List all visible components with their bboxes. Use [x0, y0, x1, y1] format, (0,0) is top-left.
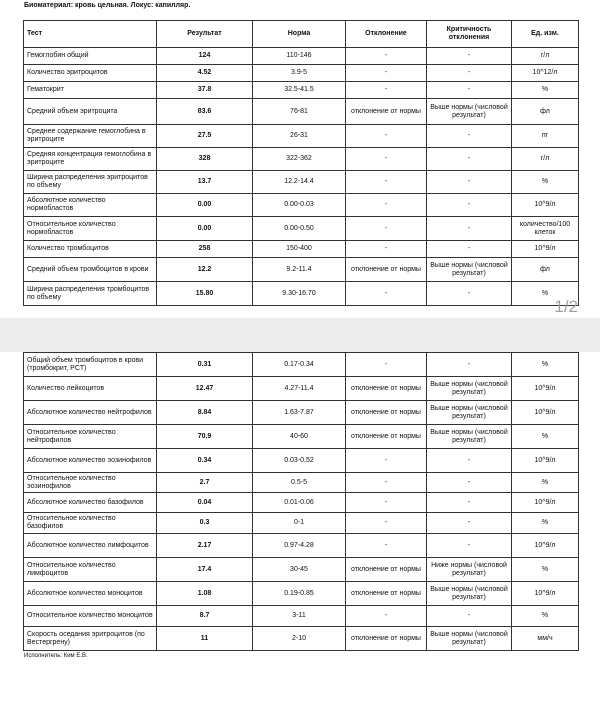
norm-cell: 0-1: [253, 513, 346, 534]
test-name-cell: Средний объем тромбоцитов в крови: [24, 258, 157, 282]
criticality-cell: Выше нормы (числовой результат): [427, 627, 512, 651]
deviation-cell: -: [346, 217, 427, 241]
criticality-cell: -: [427, 194, 512, 217]
result-cell: 13.7: [157, 171, 253, 194]
norm-cell: 26-31: [253, 125, 346, 148]
criticality-cell: -: [427, 534, 512, 558]
test-name-cell: Средняя концентрация гемоглобина в эритроците: [24, 148, 157, 171]
norm-cell: 150-400: [253, 241, 346, 258]
test-name-cell: Относительное количество эозинофилов: [24, 473, 157, 493]
norm-cell: 76-81: [253, 99, 346, 125]
criticality-cell: Выше нормы (числовой результат): [427, 425, 512, 449]
deviation-cell: -: [346, 606, 427, 627]
unit-cell: 10^9/л: [512, 449, 579, 473]
test-name-cell: Абсолютное количество нормобластов: [24, 194, 157, 217]
table-row: [24, 241, 579, 258]
criticality-cell: -: [427, 148, 512, 171]
result-cell: 2.7: [157, 473, 253, 493]
criticality-cell: Ниже нормы (числовой результат): [427, 558, 512, 582]
deviation-cell: отклонение от нормы: [346, 582, 427, 606]
result-cell: 15.80: [157, 282, 253, 306]
deviation-cell: -: [346, 82, 427, 99]
norm-cell: 12.2-14.4: [253, 171, 346, 194]
result-cell: 0.34: [157, 449, 253, 473]
unit-cell: %: [512, 425, 579, 449]
norm-cell: 110-146: [253, 48, 346, 65]
norm-cell: 0.17-0.34: [253, 353, 346, 377]
unit-cell: 10^9/л: [512, 493, 579, 513]
result-cell: 8.84: [157, 401, 253, 425]
test-name-cell: Среднее содержание гемоглобина в эритроците: [24, 125, 157, 148]
test-name-cell: Ширина распределения эритроцитов по объему: [24, 171, 157, 194]
criticality-cell: -: [427, 449, 512, 473]
deviation-cell: отклонение от нормы: [346, 99, 427, 125]
deviation-cell: -: [346, 493, 427, 513]
unit-cell: 10^9/л: [512, 241, 579, 258]
unit-cell: 10^9/л: [512, 582, 579, 606]
test-name-cell: Абсолютное количество моноцитов: [24, 582, 157, 606]
criticality-cell: -: [427, 606, 512, 627]
result-cell: 83.6: [157, 99, 253, 125]
unit-cell: %: [512, 353, 579, 377]
deviation-cell: отклонение от нормы: [346, 627, 427, 651]
deviation-cell: -: [346, 534, 427, 558]
test-name-cell: Скорость оседания эритроцитов (по Вестергрену): [24, 627, 157, 651]
criticality-cell: -: [427, 493, 512, 513]
table-row: [24, 282, 579, 306]
criticality-cell: -: [427, 217, 512, 241]
results-table-page-2: [23, 352, 579, 651]
criticality-cell: -: [427, 82, 512, 99]
table-row: [24, 449, 579, 473]
test-name-cell: Абсолютное количество лимфоцитов: [24, 534, 157, 558]
norm-cell: 3.9-5: [253, 65, 346, 82]
norm-cell: 9.30-16.70: [253, 282, 346, 306]
deviation-cell: -: [346, 513, 427, 534]
table-row: [24, 65, 579, 82]
table-row: [24, 425, 579, 449]
table-row: [24, 558, 579, 582]
unit-cell: 10^9/л: [512, 534, 579, 558]
norm-cell: 0.00-0.50: [253, 217, 346, 241]
deviation-cell: -: [346, 449, 427, 473]
table-row: [24, 606, 579, 627]
norm-cell: 0.19-0.85: [253, 582, 346, 606]
unit-cell: %: [512, 171, 579, 194]
deviation-cell: отклонение от нормы: [346, 258, 427, 282]
result-cell: 0.00: [157, 217, 253, 241]
unit-cell: %: [512, 473, 579, 493]
criticality-cell: -: [427, 282, 512, 306]
column-header-norm: Норма: [253, 21, 346, 48]
criticality-cell: Выше нормы (числовой результат): [427, 401, 512, 425]
table-header-row: [24, 21, 579, 48]
result-cell: 37.8: [157, 82, 253, 99]
unit-cell: %: [512, 282, 579, 306]
result-cell: 0.31: [157, 353, 253, 377]
test-name-cell: Количество эритроцитов: [24, 65, 157, 82]
deviation-cell: -: [346, 125, 427, 148]
deviation-cell: -: [346, 65, 427, 82]
biomaterial-header: Биоматериал: кровь цельная. Локус: капилляр.: [24, 2, 191, 9]
unit-cell: %: [512, 82, 579, 99]
result-cell: 4.52: [157, 65, 253, 82]
result-cell: 8.7: [157, 606, 253, 627]
norm-cell: 32.5-41.5: [253, 82, 346, 99]
criticality-cell: -: [427, 513, 512, 534]
norm-cell: 3-11: [253, 606, 346, 627]
norm-cell: 40-60: [253, 425, 346, 449]
unit-cell: фл: [512, 258, 579, 282]
unit-cell: г/л: [512, 148, 579, 171]
result-cell: 124: [157, 48, 253, 65]
test-name-cell: Общий объем тромбоцитов в крови (тромбокрит, PCT): [24, 353, 157, 377]
deviation-cell: -: [346, 171, 427, 194]
table-row: [24, 493, 579, 513]
norm-cell: 9.2-11.4: [253, 258, 346, 282]
table-row: [24, 125, 579, 148]
unit-cell: 10^12/л: [512, 65, 579, 82]
deviation-cell: -: [346, 148, 427, 171]
table-row: [24, 82, 579, 99]
result-cell: 0.00: [157, 194, 253, 217]
unit-cell: 10^9/л: [512, 377, 579, 401]
table-row: [24, 534, 579, 558]
table-row: [24, 582, 579, 606]
criticality-cell: -: [427, 473, 512, 493]
deviation-cell: -: [346, 194, 427, 217]
deviation-cell: отклонение от нормы: [346, 558, 427, 582]
executor-footer: Исполнитель: Ким Е.В.: [24, 653, 88, 659]
test-name-cell: Относительное количество нейтрофилов: [24, 425, 157, 449]
unit-cell: %: [512, 558, 579, 582]
unit-cell: мм/ч: [512, 627, 579, 651]
test-name-cell: Относительное количество базофилов: [24, 513, 157, 534]
test-name-cell: Относительное количество моноцитов: [24, 606, 157, 627]
column-header-unit: Ед. изм.: [512, 21, 579, 48]
norm-cell: 2-10: [253, 627, 346, 651]
test-name-cell: Относительное количество нормобластов: [24, 217, 157, 241]
unit-cell: %: [512, 606, 579, 627]
column-header-deviation: Отклонение: [346, 21, 427, 48]
table-row: [24, 99, 579, 125]
unit-cell: 10^9/л: [512, 401, 579, 425]
result-cell: 12.2: [157, 258, 253, 282]
deviation-cell: -: [346, 473, 427, 493]
norm-cell: 1.63-7.87: [253, 401, 346, 425]
deviation-cell: отклонение от нормы: [346, 377, 427, 401]
result-cell: 0.04: [157, 493, 253, 513]
test-name-cell: Ширина распределения тромбоцитов по объему: [24, 282, 157, 306]
column-header-criticality: Критичность отклонения: [427, 21, 512, 48]
criticality-cell: -: [427, 353, 512, 377]
test-name-cell: Абсолютное количество нейтрофилов: [24, 401, 157, 425]
result-cell: 11: [157, 627, 253, 651]
table-row: [24, 258, 579, 282]
test-name-cell: Количество лейкоцитов: [24, 377, 157, 401]
page-separator: [0, 318, 600, 352]
result-cell: 2.17: [157, 534, 253, 558]
criticality-cell: Выше нормы (числовой результат): [427, 582, 512, 606]
criticality-cell: Выше нормы (числовой результат): [427, 258, 512, 282]
norm-cell: 0.97-4.28: [253, 534, 346, 558]
test-name-cell: Относительное количество лимфоцитов: [24, 558, 157, 582]
criticality-cell: Выше нормы (числовой результат): [427, 377, 512, 401]
table-row: [24, 401, 579, 425]
table-row: [24, 48, 579, 65]
norm-cell: 322-362: [253, 148, 346, 171]
column-header-test: Тест: [24, 21, 157, 48]
norm-cell: 4.27-11.4: [253, 377, 346, 401]
norm-cell: 30-45: [253, 558, 346, 582]
result-cell: 12.47: [157, 377, 253, 401]
criticality-cell: Выше нормы (числовой результат): [427, 99, 512, 125]
test-name-cell: Абсолютное количество эозинофилов: [24, 449, 157, 473]
norm-cell: 0.00-0.03: [253, 194, 346, 217]
criticality-cell: -: [427, 241, 512, 258]
result-cell: 70.9: [157, 425, 253, 449]
deviation-cell: -: [346, 241, 427, 258]
column-header-result: Результат: [157, 21, 253, 48]
deviation-cell: -: [346, 48, 427, 65]
norm-cell: 0.5-5: [253, 473, 346, 493]
result-cell: 27.5: [157, 125, 253, 148]
deviation-cell: отклонение от нормы: [346, 401, 427, 425]
criticality-cell: -: [427, 65, 512, 82]
results-table-page-1: [23, 20, 579, 306]
criticality-cell: -: [427, 125, 512, 148]
result-cell: 258: [157, 241, 253, 258]
criticality-cell: -: [427, 171, 512, 194]
table-row: [24, 473, 579, 493]
table-row: [24, 513, 579, 534]
table-row: [24, 217, 579, 241]
test-name-cell: Гемоглобин общий: [24, 48, 157, 65]
unit-cell: г/л: [512, 48, 579, 65]
test-name-cell: Гематокрит: [24, 82, 157, 99]
deviation-cell: -: [346, 282, 427, 306]
unit-cell: пг: [512, 125, 579, 148]
result-cell: 1.08: [157, 582, 253, 606]
unit-cell: количество/100 клеток: [512, 217, 579, 241]
table-row: [24, 353, 579, 377]
table-row: [24, 627, 579, 651]
unit-cell: %: [512, 513, 579, 534]
deviation-cell: отклонение от нормы: [346, 425, 427, 449]
norm-cell: 0.01-0.06: [253, 493, 346, 513]
unit-cell: фл: [512, 99, 579, 125]
norm-cell: 0.03-0.52: [253, 449, 346, 473]
test-name-cell: Количество тромбоцитов: [24, 241, 157, 258]
unit-cell: 10^9/л: [512, 194, 579, 217]
table-row: [24, 171, 579, 194]
result-cell: 0.3: [157, 513, 253, 534]
criticality-cell: -: [427, 48, 512, 65]
test-name-cell: Средний объем эритроцита: [24, 99, 157, 125]
page-indicator: 1/2: [554, 297, 578, 316]
deviation-cell: -: [346, 353, 427, 377]
table-row: [24, 377, 579, 401]
table-row: [24, 194, 579, 217]
result-cell: 17.4: [157, 558, 253, 582]
table-row: [24, 148, 579, 171]
test-name-cell: Абсолютное количество базофилов: [24, 493, 157, 513]
result-cell: 328: [157, 148, 253, 171]
